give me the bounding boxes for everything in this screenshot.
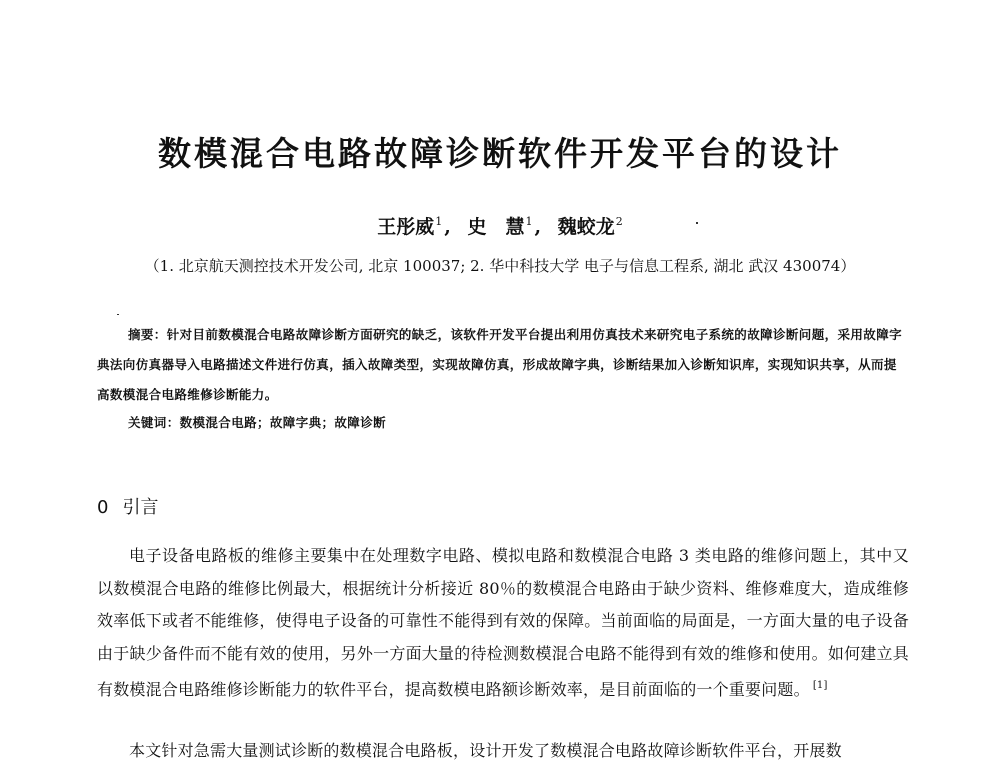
abstract: 摘要：针对目前数模混合电路故障诊断方面研究的缺乏，该软件开发平台提出利用仿真技术来研究电子系统的故障诊断问题，采用故障字典法向仿真器导入电路描述文件进行仿真，插入故障类型，实现故障仿真，形成故障字典，诊断结果加入诊断知识库，实现知识共享，从而提高数模混合电路维修诊断能力。 xyxy=(97,327,903,402)
citation-reference: [1] xyxy=(812,680,828,691)
paper-title: 数模混合电路故障诊断软件开发平台的设计 xyxy=(158,134,842,173)
paragraph-text: 本文针对急需大量测试诊断的数模混合电路板，设计开发了数模混合电路故障诊断软件平台，开展数 xyxy=(129,741,842,760)
scan-speck xyxy=(696,222,698,224)
affiliation-line: （1. 北京航天测控技术开发公司, 北京 100037; 2. 华中科技大学 电子与信息工程系, 湖北 武汉 430074） xyxy=(144,257,856,275)
author-name: 魏蛟龙 xyxy=(557,216,615,238)
author-list: 王彤威$^1$ , 史 慧$^1$ , 魏蛟龙$^2$ xyxy=(377,215,623,238)
author-name: 王彤威 xyxy=(377,216,435,238)
scan-speck xyxy=(117,314,119,315)
paragraph-text: 电子设备电路板的维修主要集中在处理数字电路、模拟电路和数模混合电路 3 类电路的维修问题上，其中又以数模混合电路的维修比例最大，根据统计分析接近 80％的数模混合电路由于缺少资料、维修难度大，造成维修效率低下或者不能维修，使得电子设备的可靠性不能得到有效的保障。当前面临的局面是，一方面大量的电子设备由于缺少备件而不能有效的使用，另外一方面大量的待检测数模混合电路不能得到有效的维修和使用。如何建立具有数模混合电路维修诊断能力的软件平台，提高数模电路额诊断效率，是目前面临的一个重要问题。 xyxy=(97,546,909,699)
author-affiliation-mark: 1 xyxy=(435,215,443,228)
author-affiliation-mark: 1 xyxy=(525,215,533,228)
author-name: 史 慧 xyxy=(467,216,525,238)
section-heading xyxy=(97,493,158,519)
section-title: 引言 xyxy=(122,497,159,518)
body-paragraph xyxy=(97,735,909,768)
body-paragraph xyxy=(97,540,909,707)
section-number: 0 xyxy=(97,497,109,518)
keywords: 关键词：数模混合电路；故障字典；故障诊断 xyxy=(128,415,387,430)
author-affiliation-mark: 2 xyxy=(615,215,623,228)
